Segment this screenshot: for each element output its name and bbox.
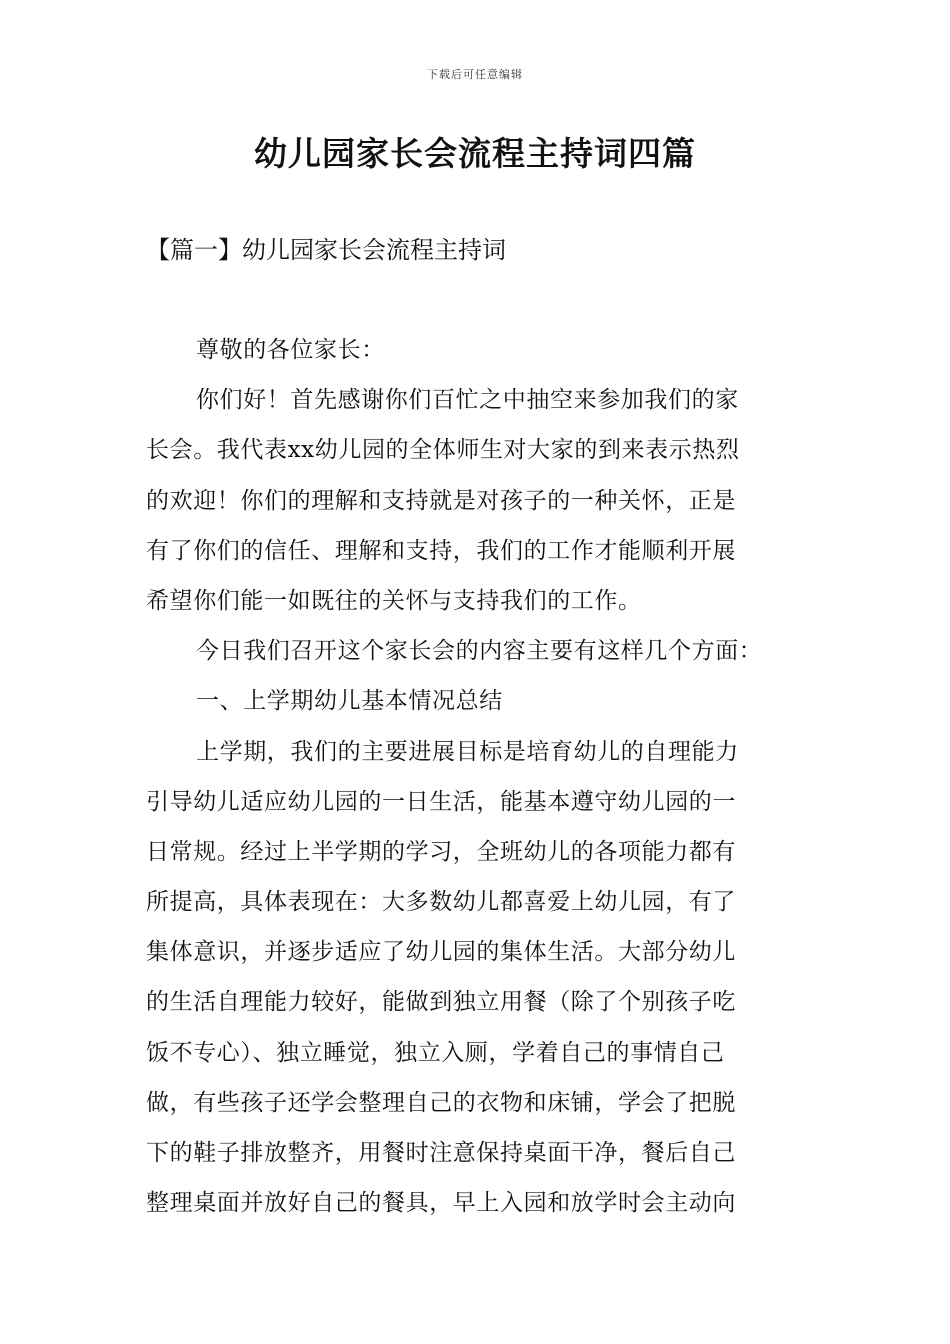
text-line: 尊敬的各位家长： xyxy=(196,337,385,363)
text-line: 上学期，我们的主要进展目标是培育幼儿的自理能力 xyxy=(196,738,739,765)
text-line: 下的鞋子排放整齐，用餐时注意保持桌面干净，餐后自己 xyxy=(146,1140,736,1166)
text-line: 你们好！首先感谢你们百忙之中抽空来参加我们的家 xyxy=(196,387,739,414)
text-line: 长会。我代表xx幼儿园的全体师生对大家的到来表示热烈 xyxy=(146,437,740,464)
text-line: 饭不专心）、独立睡觉，独立入厕，学着自己的事情自己 xyxy=(146,1039,725,1066)
text-line: 一、上学期幼儿基本情况总结 xyxy=(196,688,503,715)
page-header-note: 下载后可任意编辑 xyxy=(427,68,523,81)
text-line: 有了你们的信任、理解和支持，我们的工作才能顺利开展 xyxy=(146,537,736,564)
text-line: 所提高，具体表现在：大多数幼儿都喜爱上幼儿园，有了 xyxy=(146,889,736,916)
document-title: 幼儿园家长会流程主持词四篇 xyxy=(254,134,696,173)
text-line: 的欢迎！你们的理解和支持就是对孩子的一种关怀，正是 xyxy=(146,487,736,514)
text-line: 集体意识，并逐步适应了幼儿园的集体生活。大部分幼儿 xyxy=(146,939,736,966)
text-line: 今日我们召开这个家长会的内容主要有这样几个方面： xyxy=(196,638,763,665)
text-line: 希望你们能一如既往的关怀与支持我们的工作。 xyxy=(146,587,642,614)
section-heading: 【篇一】幼儿园家长会流程主持词 xyxy=(146,236,506,264)
text-line: 做，有些孩子还学会整理自己的衣物和床铺，学会了把脱 xyxy=(146,1089,736,1116)
text-line: 日常规。经过上半学期的学习，全班幼儿的各项能力都有 xyxy=(146,838,736,865)
text-line: 引导幼儿适应幼儿园的一日生活，能基本遵守幼儿园的一 xyxy=(146,788,736,815)
body-text xyxy=(146,325,806,1228)
text-line: 的生活自理能力较好，能做到独立用餐（除了个别孩子吃 xyxy=(146,989,736,1016)
text-line: 整理桌面并放好自己的餐具，早上入园和放学时会主动向 xyxy=(146,1190,736,1217)
